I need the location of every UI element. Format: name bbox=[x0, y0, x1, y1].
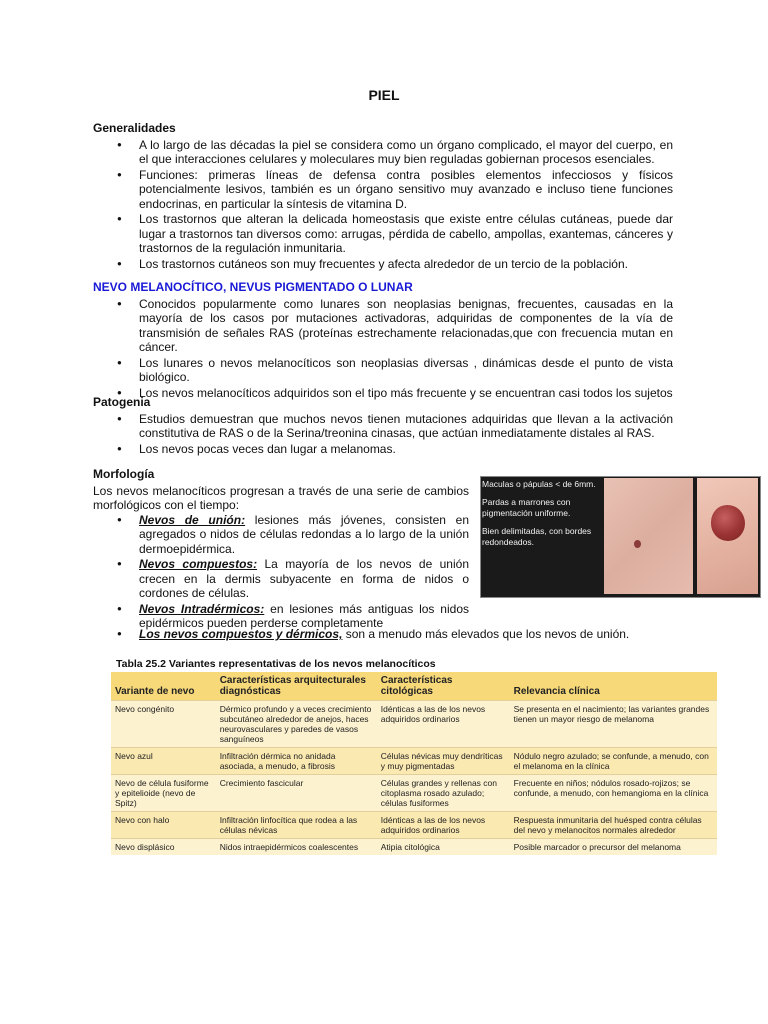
table-cell: Dérmico profundo y a veces crecimiento subcutáneo alrededor de anejos, haces neurovasculares y paredes de vasos sanguíneos bbox=[216, 701, 377, 748]
table-caption: Tabla 25.2 Variantes representativas de los nevos melanocíticos bbox=[116, 658, 436, 670]
list-item bbox=[139, 557, 469, 601]
table-row bbox=[111, 775, 717, 812]
table-cell: Nevo de célula fusiforme y epitelioide (nevo de Spitz) bbox=[111, 775, 216, 812]
photo-caption bbox=[482, 479, 600, 555]
morfologia-intro: Los nevos melanocíticos progresan a través de una serie de cambios morfológicos con el tiempo: bbox=[93, 483, 469, 512]
list-item: ● Los lunares o nevos melanocíticos son neoplasias diversas , dinámicas desde el punto de vista biológico. bbox=[139, 356, 673, 385]
list-item: ● Los nevos melanocíticos adquiridos son el tipo más frecuente y se encuentran casi todos los sujetos bbox=[139, 386, 673, 401]
term-text: en lesiones más antiguas los nidos epidérmicos pueden perderse completamente bbox=[139, 601, 469, 630]
table-cell: Nevo displásico bbox=[111, 839, 216, 856]
papula-lesion bbox=[711, 505, 745, 541]
table-row bbox=[111, 839, 717, 856]
list-item: ● Los trastornos cutáneos son muy frecuentes y afecta alrededor de un tercio de la población. bbox=[139, 257, 673, 272]
table-header: Relevancia clínica bbox=[510, 672, 717, 701]
photo-caption-line: Pardas a marrones con pigmentación uniforme. bbox=[482, 497, 571, 518]
table-row bbox=[111, 748, 717, 775]
table-cell: Nevo congénito bbox=[111, 701, 216, 748]
table-cell: Idénticas a las de los nevos adquiridos ordinarios bbox=[377, 701, 510, 748]
nevus-variants-table bbox=[111, 672, 717, 855]
table-cell: Nidos intraepidérmicos coalescentes bbox=[216, 839, 377, 856]
morfologia-last-item bbox=[93, 627, 693, 643]
table-cell: Nevo con halo bbox=[111, 812, 216, 839]
skin-photo-macula bbox=[604, 478, 693, 594]
bullet-list bbox=[93, 412, 673, 457]
table-cell: Infiltración dérmica no anidada asociada, a menudo, a fibrosis bbox=[216, 748, 377, 775]
list-item bbox=[139, 627, 693, 642]
bullet-list bbox=[93, 138, 673, 272]
section-heading: NEVO MELANOCÍTICO, NEVUS PIGMENTADO O LUNAR bbox=[93, 280, 413, 294]
term: Nevos compuestos: bbox=[139, 557, 258, 571]
table-cell: Crecimiento fascicular bbox=[216, 775, 377, 812]
list-item: ● Los trastornos que alteran la delicada homeostasis que existe entre células cutáneas, puede dar lugar a trastornos tan diversos como: arrugas, pérdida de cabello, ampollas, exantemas, cánceres y trastornos de la regulación inmunitaria. bbox=[139, 212, 673, 256]
term-text: La mayoría de los nevos de unión crecen en la dermis subyacente en forma de nidos o cordones de células. bbox=[139, 557, 469, 600]
term: Nevos Intradérmicos: bbox=[139, 601, 265, 616]
section-morfologia bbox=[93, 467, 469, 632]
bullet-list bbox=[93, 297, 673, 401]
table-header: Variante de nevo bbox=[111, 672, 216, 701]
section-generalidades bbox=[93, 121, 673, 272]
photo-caption-line: Maculas o pápulas < de 6mm. bbox=[482, 479, 596, 489]
table-cell: Idénticas a las de los nevos adquiridos ordinarios bbox=[377, 812, 510, 839]
section-heading: Patogenia bbox=[93, 395, 151, 409]
page-title: PIEL bbox=[368, 87, 400, 103]
section-heading: Generalidades bbox=[93, 121, 176, 135]
term-text: son a menudo más elevados que los nevos de unión. bbox=[342, 627, 630, 641]
table-cell: Células grandes y rellenas con citoplasma rosado azulado; células fusiformes bbox=[377, 775, 510, 812]
list-item: ● Estudios demuestran que muchos nevos tienen mutaciones adquiridas que llevan a la activación constitutiva de RAS o de la Serina/treonina cinasas, que actúan inmediatamente distales al RAS. bbox=[139, 412, 673, 441]
table-cell: Respuesta inmunitaria del huésped contra células del nevo y melanocitos normales alrededor bbox=[510, 812, 717, 839]
section-nevo-melanocitico bbox=[93, 280, 673, 401]
table-header-row bbox=[111, 672, 717, 701]
section-patogenia bbox=[93, 395, 673, 457]
table-cell: Nódulo negro azulado; se confunde, a menudo, con el melanoma en la clínica bbox=[510, 748, 717, 775]
bullet-list bbox=[93, 513, 469, 631]
table-row bbox=[111, 701, 717, 748]
table-row bbox=[111, 812, 717, 839]
table-cell: Nevo azul bbox=[111, 748, 216, 775]
list-item bbox=[139, 513, 469, 557]
list-item: ● Funciones: primeras líneas de defensa contra posibles elementos infecciosos y físicos potencialmente lesivos, también es un órgano sensitivo muy avanzado e incluso tiene funciones endocrinas, en particular la síntesis de vitamina D. bbox=[139, 168, 673, 212]
table-cell: Se presenta en el nacimiento; las variantes grandes tienen un mayor riesgo de melanoma bbox=[510, 701, 717, 748]
term: Los nevos compuestos y dérmicos, bbox=[139, 627, 343, 641]
term: Nevos de unión: bbox=[139, 512, 246, 527]
table-cell: Infiltración linfocítica que rodea a las células névicas bbox=[216, 812, 377, 839]
list-item: ● Los nevos pocas veces dan lugar a melanomas. bbox=[139, 442, 673, 457]
table-cell: Células névicas muy dendríticas y muy pigmentadas bbox=[377, 748, 510, 775]
table-header: Características arquitecturales diagnósticas bbox=[216, 672, 377, 701]
photo-caption-line: Bien delimitadas, con bordes redondeados. bbox=[482, 526, 592, 547]
list-item: ● Conocidos popularmente como lunares son neoplasias benignas, frecuentes, causadas en la mayoría de los casos por mutaciones activadoras, adquiridas de componentes de la vía de transmisión de señales RAS (proteínas estrechamente relacionadas,que con frecuencia mutan en cáncer. bbox=[139, 297, 673, 355]
list-item: ● A lo largo de las décadas la piel se considera como un órgano complicado, el mayor del cuerpo, en el que interacciones celulares y moleculares muy bien reguladas gobiernan procesos esenciales. bbox=[139, 138, 673, 167]
table-cell: Frecuente en niños; nódulos rosado-rojizos; se confunde, a menudo, con hemangioma en la clínica bbox=[510, 775, 717, 812]
table-header: Características citológicas bbox=[377, 672, 510, 701]
table-cell: Atipia citológica bbox=[377, 839, 510, 856]
term-text: lesiones más jóvenes, consisten en agregados o nidos de células redondas a lo largo de la unión dermoepidérmica. bbox=[139, 512, 470, 556]
bullet-list bbox=[93, 627, 693, 642]
macula-lesion bbox=[634, 540, 641, 548]
section-heading: Morfología bbox=[93, 467, 155, 481]
table-cell: Posible marcador o precursor del melanoma bbox=[510, 839, 717, 856]
